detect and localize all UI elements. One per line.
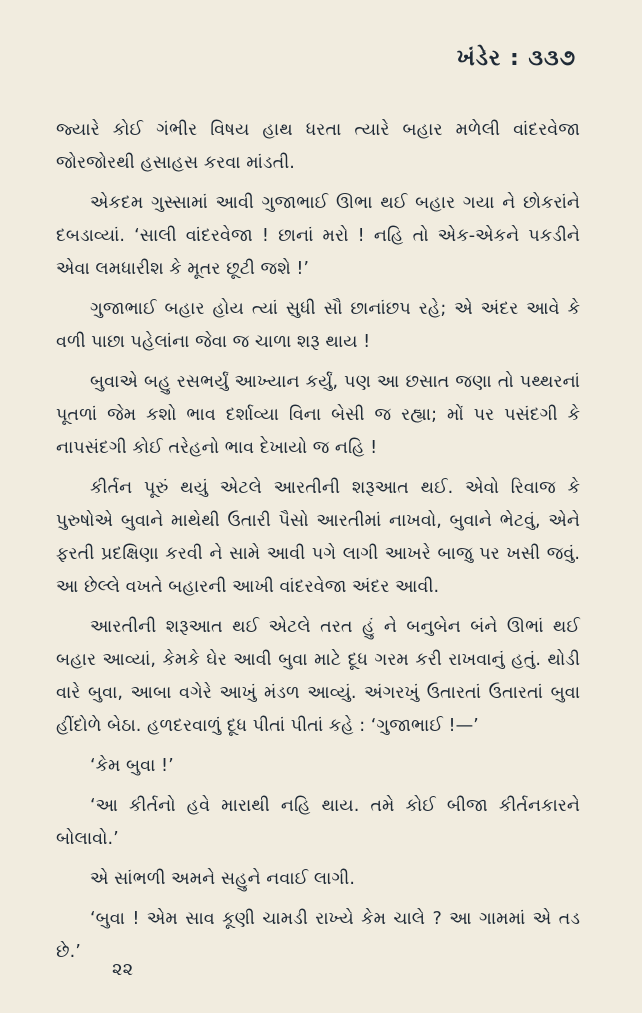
dialogue-line: ‘આ કીર્તનો હવે મારાથી નહિ થાય. તમે કોઈ બીજા કીર્તનકારને બોલાવો.’ bbox=[56, 796, 580, 849]
paragraph: કીર્તન પૂરું થયું એટલે આરતીની શરૂઆત થઈ. એવો રિવાજ કે પુરુષોએ બુવાને માથેથી ઉતારી પૈસો આરતીમાં નાખવો, બુવાને ભેટવું, એને ફરતી પ્રદક્ષિણા કરવી ને સામે આવી પગે લાગી આખરે બાજુ પર ખસી જવું. આ છેલ્લે વખતે બહારની આખી વાંદરવેજા અંદર આવી. bbox=[56, 478, 580, 597]
dialogue-line: ‘કેમ બુવા !’ bbox=[90, 756, 174, 776]
paragraph: એકદમ ગુસ્સામાં આવી ગુજાભાઈ ઊભા થઈ બહાર ગયા ને છોકરાંને દબડાવ્યાં. ‘સાલી વાંદરવેજા ! છાનાં મરો ! નહિ તો એક-એકને પકડીને એવા લમધારીશ કે મૂતર છૂટી જશે !’ bbox=[56, 193, 580, 279]
body-text bbox=[56, 114, 580, 969]
running-header: ખંડેર : ૩૩૭ bbox=[456, 46, 576, 71]
paragraph: આરતીની શરૂઆત થઈ એટલે તરત હું ને બનુબેન બંને ઊભાં થઈ બહાર આવ્યાં, કેમકે ઘેર આવી બુવા માટે દૂધ ગરમ કરી રાખવાનું હતું. થોડી વારે બુવા, આબા વગેરે આખું મંડળ આવ્યું. અંગરખું ઉતારતાં ઉતારતાં બુવા હીંદોળે બેઠા. હળદરવાળું દૂધ પીતાં પીતાં કહે : ‘ગુજાભાઈ !—’ bbox=[56, 617, 580, 736]
paragraph: જ્યારે કોઈ ગંભીર વિષય હાથ ધરતા ત્યારે બહાર મળેલી વાંદરવેજા જોરજોરથી હસાહસ કરવા માંડતી. bbox=[56, 120, 580, 173]
paragraph: બુવાએ બહુ રસભર્યું આખ્યાન કર્યું, પણ આ છસાત જણા તો પથ્થરનાં પૂતળાં જેમ કશો ભાવ દર્શાવ્યા વિના બેસી જ રહ્યા; મોં પર પસંદગી કે નાપસંદગી કોઈ તરેહનો ભાવ દેખાયો જ નહિ ! bbox=[56, 372, 580, 458]
paragraph: ગુજાભાઈ બહાર હોય ત્યાં સુધી સૌ છાનાંછપ રહે; એ અંદર આવે કે વળી પાછા પહેલાંના જેવા જ ચાળા શરૂ થાય ! bbox=[56, 299, 580, 352]
dialogue-line: ‘બુવા ! એમ સાવ કૂણી ચામડી રાખ્યે કેમ ચાલે ? આ ગામમાં એ તડ છે.’ bbox=[56, 909, 580, 962]
page-folio: ૨૨ bbox=[112, 959, 134, 980]
paragraph: એ સાંભળી અમને સહુને નવાઈ લાગી. bbox=[90, 869, 355, 889]
